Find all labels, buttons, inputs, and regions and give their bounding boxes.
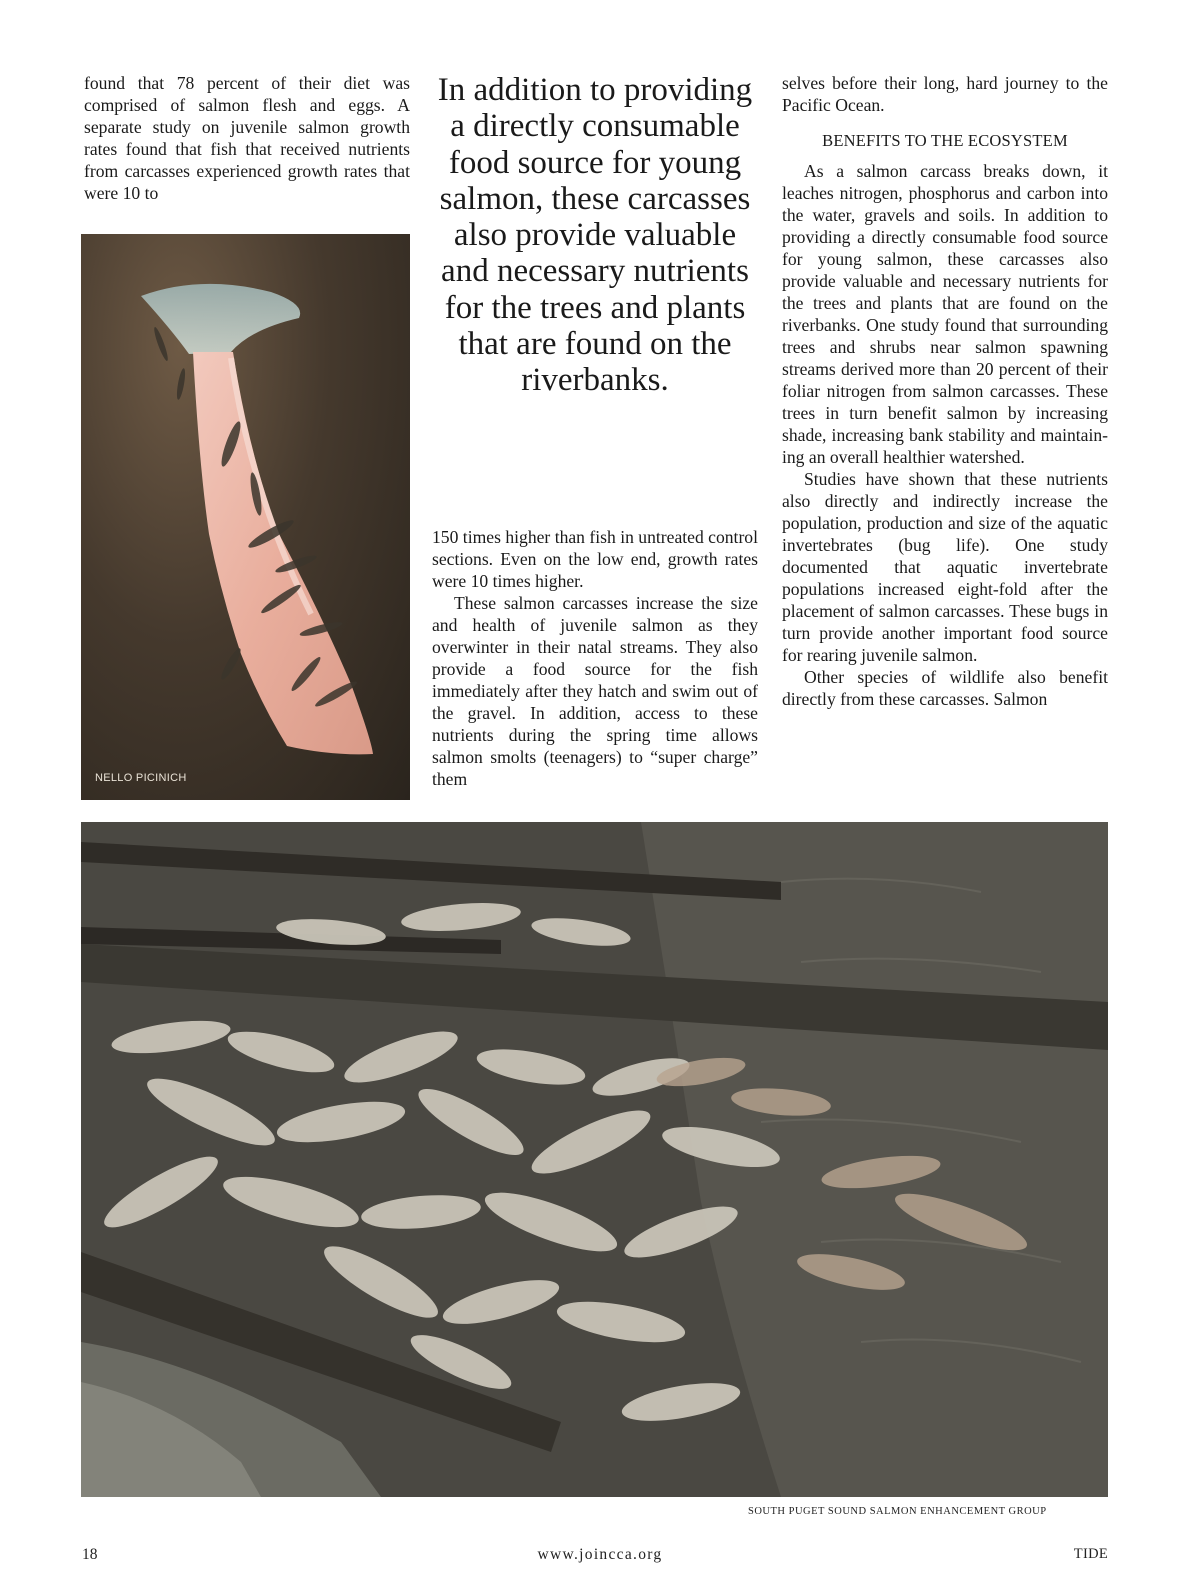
river-salmon-photo xyxy=(81,822,1108,1497)
article-paragraph: 150 times higher than fish in untreated control sections. Even on the low end, growth rates were 10 times higher. xyxy=(432,527,758,591)
river-salmon-illustration xyxy=(81,822,1108,1497)
article-paragraph: As a salmon carcass breaks down, it leaches nitrogen, phosphorus and carbon into the water, gravels and soils. In addition to providing a directly consumable food source for young salmon, these carcasses also provide valuable and necessary nutrients for the trees and plants that are found on the riverbanks. One study found that surrounding trees and shrubs near salmon spawning streams derived more than 20 percent of their foliar nitrogen from salmon carcasses. These trees in turn benefit salmon by increasing shade, increasing bank stability and maintaining an overall healthier watershed. xyxy=(782,161,1108,467)
publication-name: TIDE xyxy=(1073,1546,1108,1562)
article-column-right xyxy=(782,72,1108,710)
photo-credit: SOUTH PUGET SOUND SALMON ENHANCEMENT GROUP xyxy=(748,1506,1047,1517)
article-column-left xyxy=(84,72,410,204)
salmon-carcass-illustration xyxy=(81,234,410,800)
pull-quote: In addition to providing a directly consumable food source for young salmon, these carcasses also provide valuable and necessary nutrients for the trees and plants that are found on the riverbanks. xyxy=(437,72,753,399)
section-heading: BENEFITS TO THE ECOSYSTEM xyxy=(822,131,1068,150)
article-text: found that 78 percent of their diet was comprised of salmon flesh and eggs. A separate study on juvenile salmon growth rates found that fish that received nutrients from carcasses experienced growth rates that were 10 to xyxy=(84,73,410,203)
page-number: 18 xyxy=(82,1546,98,1563)
article-paragraph: selves before their long, hard journey to the Pacific Ocean. xyxy=(782,73,1108,115)
photo-credit: NELLO PICINICH xyxy=(95,772,187,784)
article-column-middle xyxy=(432,526,758,790)
salmon-carcass-photo xyxy=(81,234,410,800)
article-paragraph: These salmon carcasses increase the size and health of juvenile salmon as they overwinter in their natal streams. They also provide a food source for the fish immediately after they hatch and swim out of the gravel. In addition, access to these nutrients during the spring time allows salmon smolts (teenagers) to “super charge” them xyxy=(432,593,758,789)
article-paragraph: Studies have shown that these nutrients also directly and indirectly increase the population, production and size of the aquatic invertebrates (bug life). One study documented that aquatic invertebrate populations increased eight-fold after the placement of salmon carcasses. These bugs in turn provide another important food source for rearing juvenile salmon. xyxy=(782,469,1108,665)
article-paragraph: Other species of wildlife also benefit directly from these carcasses. Salmon xyxy=(782,667,1108,709)
website-link[interactable]: www.joincca.org xyxy=(537,1546,663,1563)
